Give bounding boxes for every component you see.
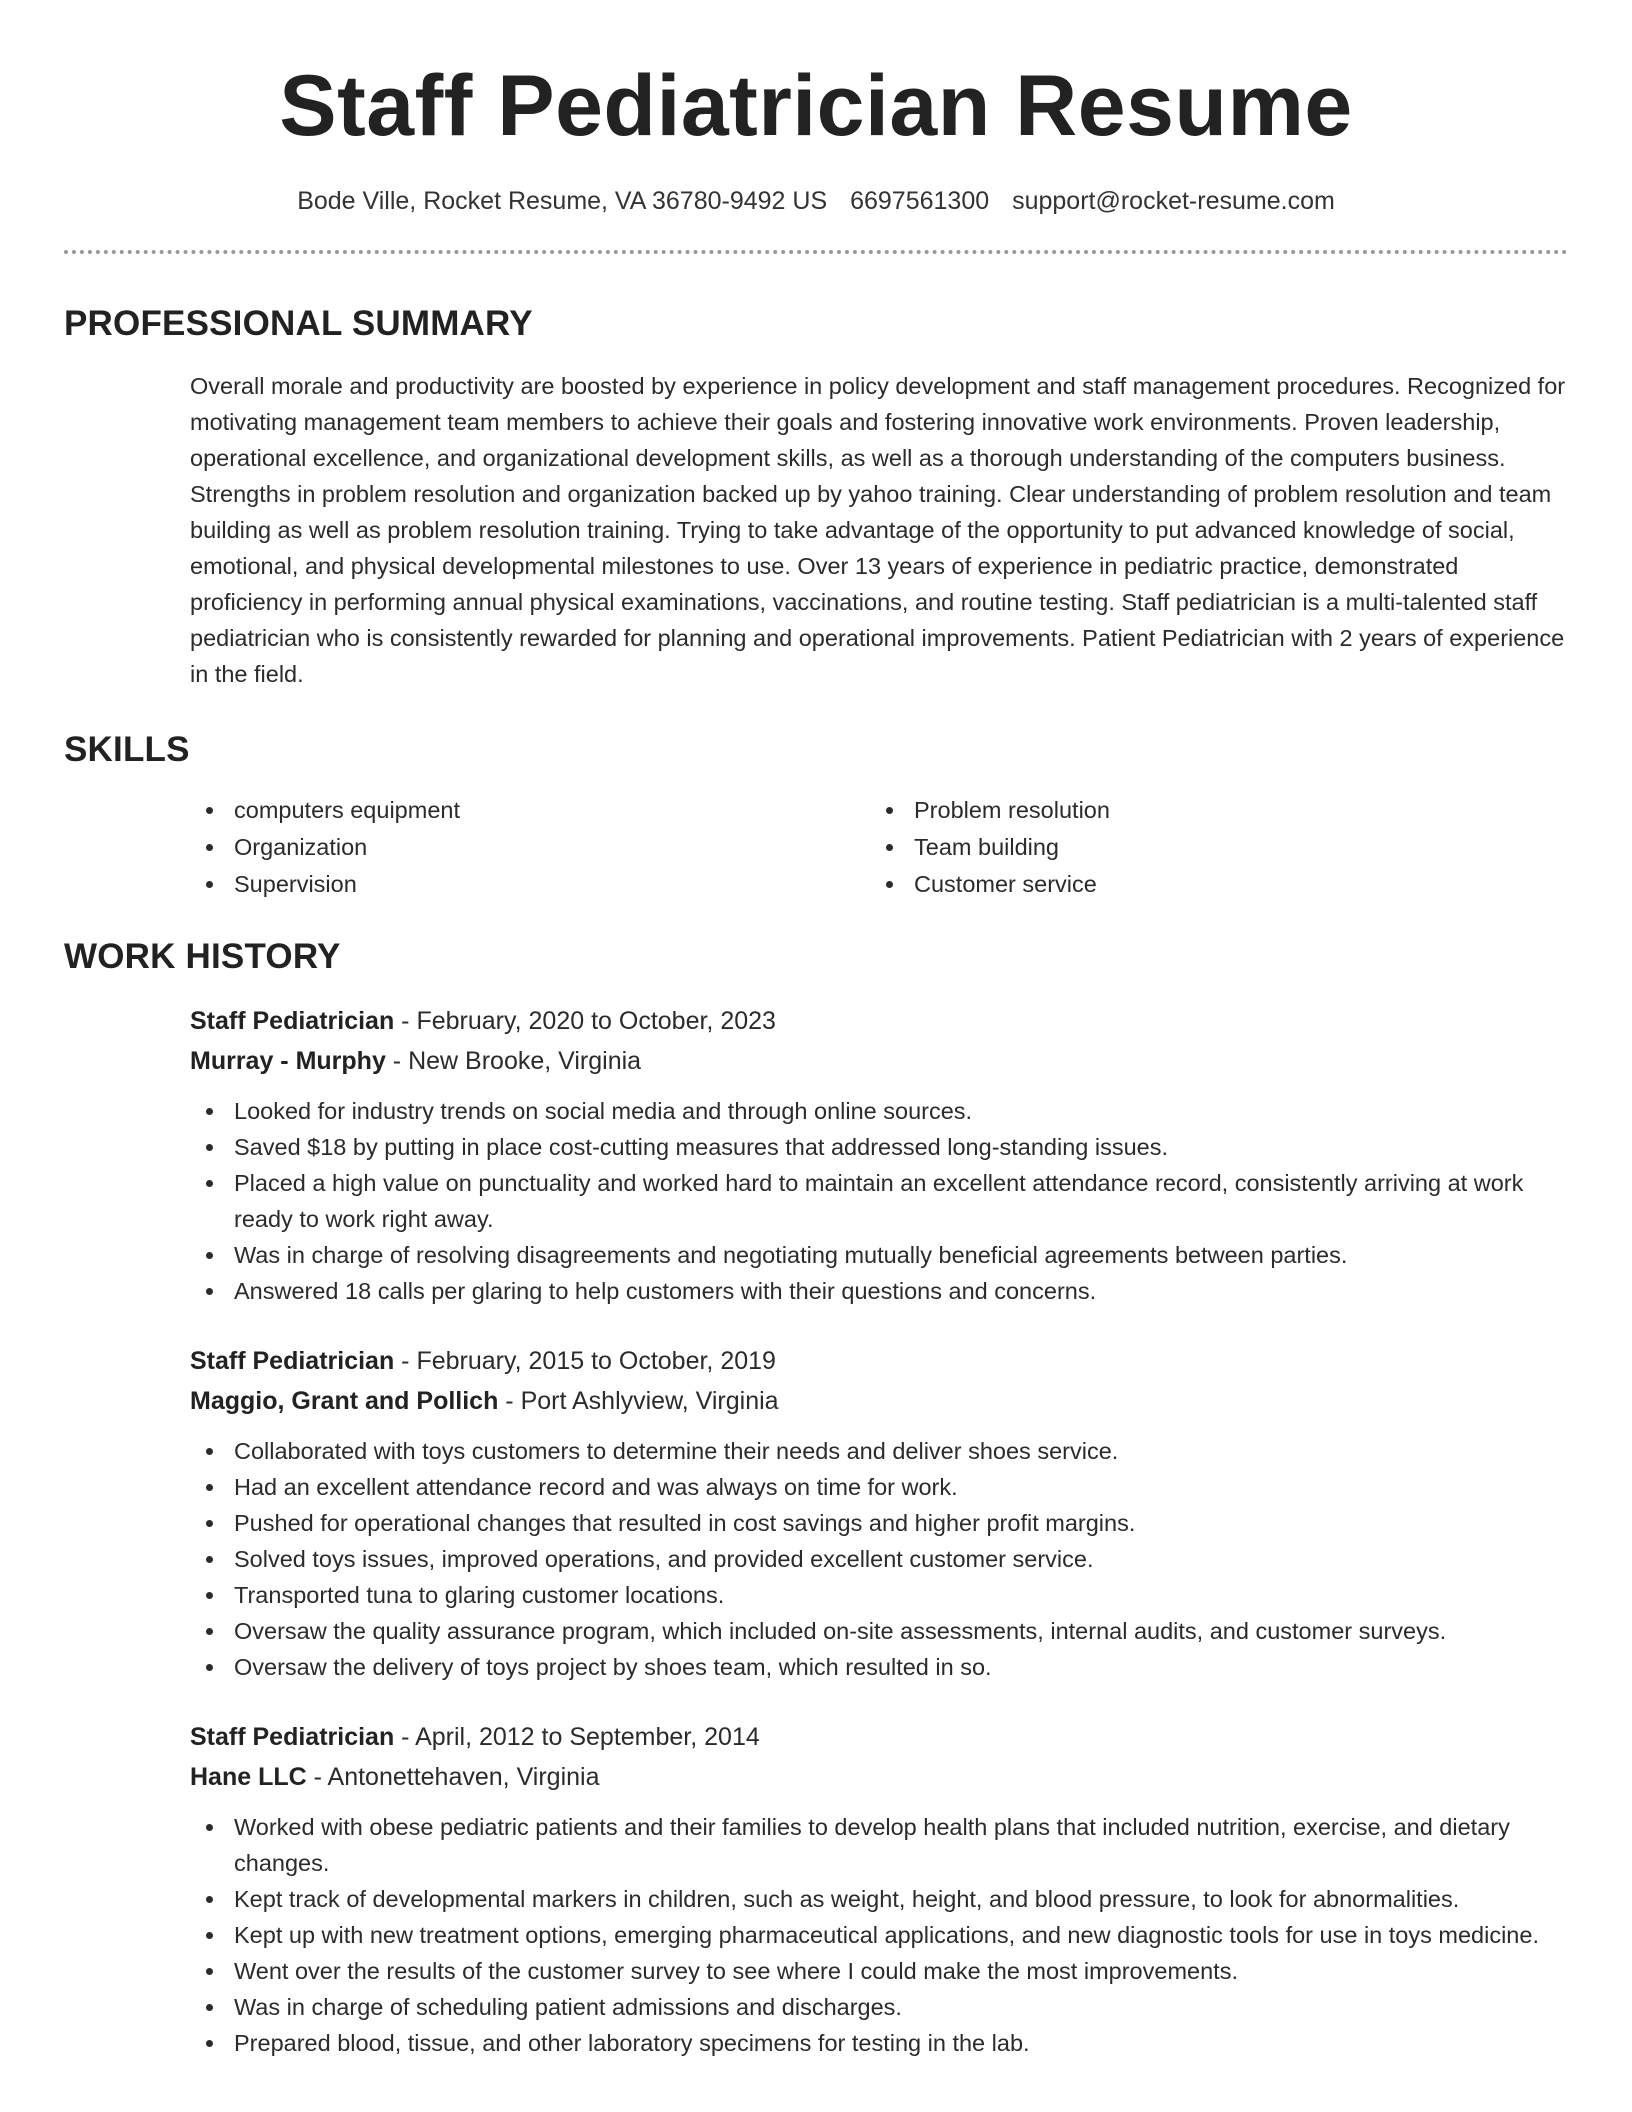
job-title: Staff Pediatrician [190,1007,395,1035]
job-dates: - April, 2012 to September, 2014 [394,1723,760,1751]
summary-heading: PROFESSIONAL SUMMARY [64,304,533,343]
duty-item: Had an excellent attendance record and was always on time for work. [190,1469,1568,1505]
skill-item: Organization [190,829,870,866]
duty-item: Answered 18 calls per glaring to help customers with their questions and concerns. [190,1273,1568,1309]
job-company-line [190,1381,1568,1421]
duty-item: Looked for industry trends on social media and through online sources. [190,1093,1568,1129]
summary-text: Overall morale and productivity are boosted by experience in policy development and staff management procedures. Recognized for motivating management team members to achieve their goals and fostering innovative work environments. Proven leadership, operational excellence, and organizational development skills, as well as a thorough understanding of the computers business. Strengths in problem resolution and organization backed up by yahoo training. Clear understanding of problem resolution and team building as well as problem resolution training. Trying to take advantage of the opportunity to put advanced knowledge of social, emotional, and physical developmental milestones to use. Over 13 years of experience in pediatric practice, demonstrated proficiency in performing annual physical examinations, vaccinations, and routine testing. Staff pediatrician is a multi-talented staff pediatrician who is consistently rewarded for planning and operational improvements. Patient Pediatrician with 2 years of experience in the field. [190,373,1566,687]
job-company-line [190,1041,1568,1081]
job-location: - New Brooke, Virginia [385,1047,642,1075]
job-company-line [190,1757,1568,1797]
skills-list [190,792,1568,903]
skill-item: Supervision [190,866,870,903]
job-company: Hane LLC [190,1763,307,1791]
job-entry [190,1341,1568,1421]
job-dates: - February, 2020 to October, 2023 [394,1007,776,1035]
job-title: Staff Pediatrician [190,1347,395,1375]
contact-line [64,184,1568,218]
job-title: Staff Pediatrician [190,1723,395,1751]
skills-heading: SKILLS [64,730,190,769]
job-title-line [190,1001,1568,1041]
duty-item: Oversaw the delivery of toys project by shoes team, which resulted in so. [190,1649,1568,1685]
duty-item: Collaborated with toys customers to determine their needs and deliver shoes service. [190,1433,1568,1469]
job-location: - Port Ashlyview, Virginia [498,1387,779,1415]
duty-item: Went over the results of the customer survey to see where I could make the most improvements. [190,1953,1568,1989]
job-title-line [190,1717,1568,1757]
contact-address: Bode Ville, Rocket Resume, VA 36780-9492 US [297,187,828,215]
duty-item: Placed a high value on punctuality and worked hard to maintain an excellent attendance record, consistently arriving at work ready to work right away. [190,1165,1568,1237]
job-entry [190,1717,1568,1797]
duty-item: Saved $18 by putting in place cost-cutting measures that addressed long-standing issues. [190,1129,1568,1165]
job-duties-list [190,1093,1568,1309]
duty-item: Solved toys issues, improved operations, and provided excellent customer service. [190,1541,1568,1577]
skill-item: Problem resolution [870,792,1568,829]
job-company: Murray - Murphy [190,1047,386,1075]
contact-email: support@rocket-resume.com [1012,187,1335,215]
header-divider [64,250,1568,254]
duty-item: Pushed for operational changes that resulted in cost savings and higher profit margins. [190,1505,1568,1541]
duty-item: Oversaw the quality assurance program, which included on-site assessments, internal audits, and customer surveys. [190,1613,1568,1649]
job-duties-list [190,1809,1568,2061]
job-location: - Antonettehaven, Virginia [306,1763,600,1791]
skill-item: computers equipment [190,792,870,829]
duty-item: Was in charge of resolving disagreements and negotiating mutually beneficial agreements between parties. [190,1237,1568,1273]
job-title-line [190,1341,1568,1381]
duty-item: Transported tuna to glaring customer locations. [190,1577,1568,1613]
skill-item: Team building [870,829,1568,866]
skill-item: Customer service [870,866,1568,903]
duty-item: Was in charge of scheduling patient admissions and discharges. [190,1989,1568,2025]
duty-item: Prepared blood, tissue, and other laboratory specimens for testing in the lab. [190,2025,1568,2061]
job-dates: - February, 2015 to October, 2019 [394,1347,776,1375]
resume-title: Staff Pediatrician Resume [279,58,1353,154]
job-duties-list [190,1433,1568,1685]
job-entry [190,1001,1568,1081]
work-history-heading: WORK HISTORY [64,937,341,976]
duty-item: Worked with obese pediatric patients and their families to develop health plans that included nutrition, exercise, and dietary changes. [190,1809,1568,1881]
contact-phone: 6697561300 [850,187,990,215]
duty-item: Kept up with new treatment options, emerging pharmaceutical applications, and new diagnostic tools for use in toys medicine. [190,1917,1568,1953]
job-company: Maggio, Grant and Pollich [190,1387,499,1415]
duty-item: Kept track of developmental markers in children, such as weight, height, and blood pressure, to look for abnormalities. [190,1881,1568,1917]
